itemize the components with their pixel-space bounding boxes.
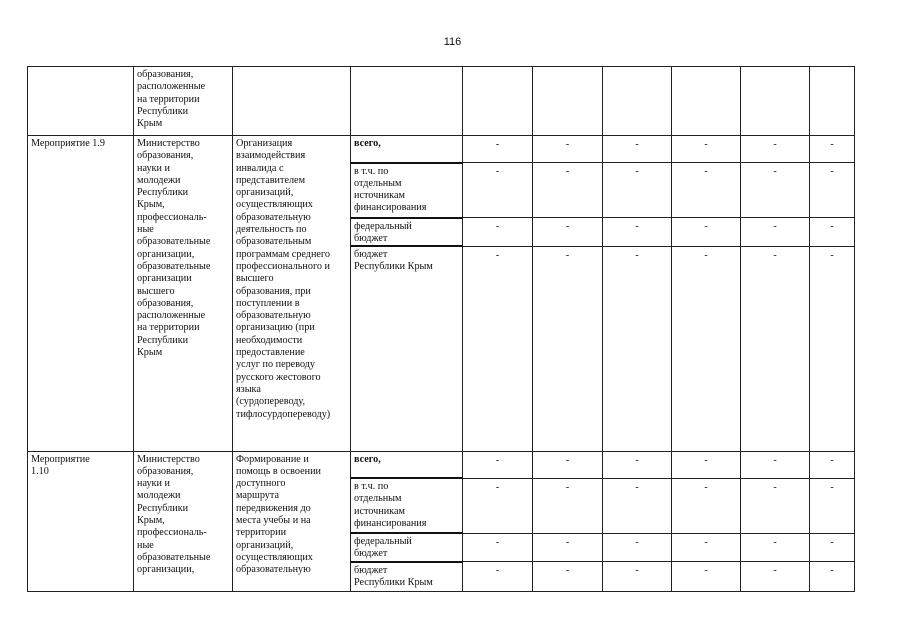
cell-executor: Министерство образования, науки и молодежи Республики Крым, профессиональ- ные образовательные организации, [134, 451, 233, 592]
cell-measure-name: Мероприятие 1.10 [28, 451, 134, 592]
cell-value: - [463, 478, 533, 533]
cell-description: Организация взаимодействия инвалида с представителем организаций, осуществляющих образовательную деятельность по образовательным программам среднего профессионального и высшего образования, при поступлении в образовательную организацию (при необходимости предоставление услуг по переводу русского жестового языка (сурдопереводу, тифлосурдопереводу) [233, 136, 351, 452]
cell-value [741, 67, 810, 136]
cell-value: - [603, 478, 672, 533]
cell-value: - [463, 533, 533, 562]
cell-source: бюджет Республики Крым [351, 562, 463, 592]
cell-source: в т.ч. по отдельным источникам финансирования [351, 163, 463, 218]
cell-value: - [463, 562, 533, 592]
cell-value: - [672, 136, 741, 163]
cell-source [351, 67, 463, 136]
cell-value: - [672, 246, 741, 451]
cell-value: - [533, 246, 603, 451]
cell-value: - [533, 136, 603, 163]
cell-value: - [533, 533, 603, 562]
cell-value: - [672, 451, 741, 478]
cell-value: - [741, 562, 810, 592]
cell-value: - [603, 562, 672, 592]
cell-value: - [810, 478, 855, 533]
cell-value: - [603, 246, 672, 451]
cell-measure-name [28, 67, 134, 136]
cell-value [603, 67, 672, 136]
cell-source: федеральный бюджет [351, 218, 463, 247]
table-row [28, 136, 855, 163]
cell-value: - [810, 562, 855, 592]
cell-value: - [672, 562, 741, 592]
cell-value: - [533, 478, 603, 533]
cell-value: - [533, 451, 603, 478]
cell-value: - [810, 533, 855, 562]
cell-value: - [603, 533, 672, 562]
cell-value: - [741, 218, 810, 247]
cell-value: - [741, 533, 810, 562]
cell-value: - [810, 218, 855, 247]
cell-value: - [463, 163, 533, 218]
cell-value: - [533, 163, 603, 218]
cell-executor: образования, расположенные на территории Республики Крым [134, 67, 233, 136]
cell-value: - [741, 163, 810, 218]
cell-value: - [672, 163, 741, 218]
cell-value: - [463, 136, 533, 163]
cell-measure-name: Мероприятие 1.9 [28, 136, 134, 452]
cell-source: федеральный бюджет [351, 533, 463, 562]
cell-value: - [741, 136, 810, 163]
cell-value: - [603, 451, 672, 478]
cell-source: в т.ч. по отдельным источникам финансирования [351, 478, 463, 533]
cell-value: - [533, 218, 603, 247]
cell-executor: Министерство образования, науки и молодежи Республики Крым, профессиональ- ные образовательные организации, образовательные организации высшего образования, расположенные на территории Республики Крым [134, 136, 233, 452]
cell-value: - [741, 246, 810, 451]
cell-value: - [603, 136, 672, 163]
cell-source: бюджет Республики Крым [351, 246, 463, 451]
cell-description: Формирование и помощь в освоении доступного маршрута передвижения до места учебы и на территории организаций, осуществляющих образовательную [233, 451, 351, 592]
table-row [28, 451, 855, 478]
cell-value: - [463, 451, 533, 478]
cell-source: всего, [351, 451, 463, 478]
table-row-continuation [28, 67, 855, 136]
cell-value [672, 67, 741, 136]
cell-value: - [810, 136, 855, 163]
cell-value [463, 67, 533, 136]
cell-value: - [463, 246, 533, 451]
cell-value: - [741, 451, 810, 478]
cell-value: - [603, 163, 672, 218]
cell-description [233, 67, 351, 136]
budget-table [27, 66, 855, 592]
cell-value [810, 67, 855, 136]
cell-value: - [672, 478, 741, 533]
cell-value: - [603, 218, 672, 247]
cell-source: всего, [351, 136, 463, 163]
cell-value: - [463, 218, 533, 247]
cell-value: - [672, 533, 741, 562]
cell-value [533, 67, 603, 136]
cell-value: - [672, 218, 741, 247]
page-number: 116 [443, 36, 462, 48]
cell-value: - [810, 163, 855, 218]
cell-value: - [810, 451, 855, 478]
cell-value: - [741, 478, 810, 533]
cell-value: - [810, 246, 855, 451]
cell-value: - [533, 562, 603, 592]
